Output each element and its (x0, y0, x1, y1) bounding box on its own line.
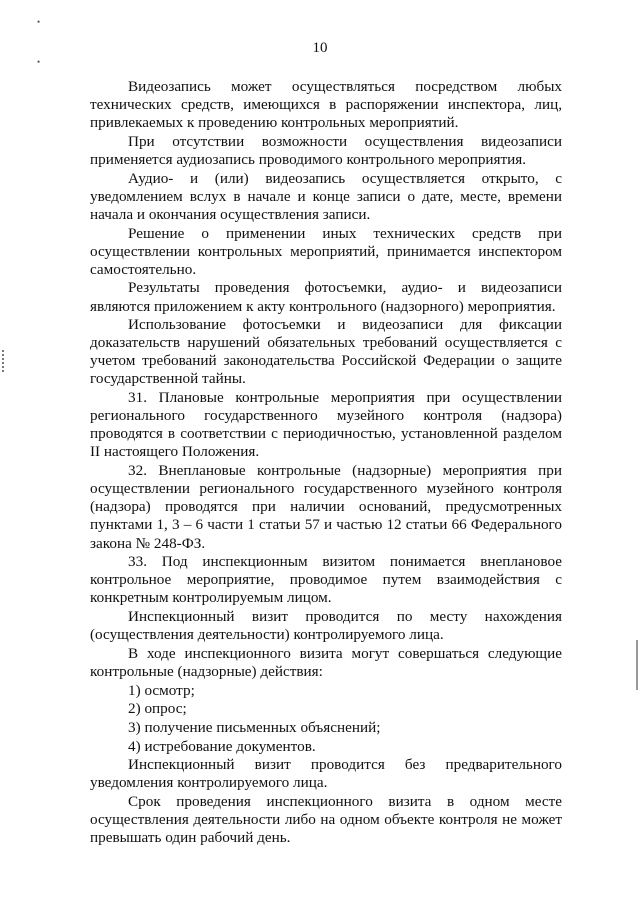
paragraph: Срок проведения инспекционного визита в одном месте осуществления деятельности либо на одном объекте контроля не может превышать один рабочий день. (90, 793, 562, 847)
paragraph: Аудио- и (или) видеозапись осуществляется открыто, с уведомлением вслух в начале и конце записи о дате, месте, времени начала и окончания осуществления записи. (90, 169, 562, 223)
paragraph: Видеозапись может осуществляться посредством любых технических средств, имеющихся в распоряжении инспектора, лиц, привлекаемых к проведению контрольных мероприятий. (90, 78, 562, 132)
list-item: 3) получение письменных объяснений; (128, 719, 381, 736)
list-item: 1) осмотр; (128, 681, 195, 699)
paragraph: Инспекционный визит проводится без предварительного уведомления контролируемого лица. (90, 756, 562, 792)
document-body (90, 78, 562, 848)
margin-mark: • (37, 57, 41, 67)
paragraph: В ходе инспекционного визита могут совершаться следующие контрольные (надзорные) действия: (90, 644, 562, 680)
paragraph: Инспекционный визит проводится по месту нахождения (осуществления деятельности) контролируемого лица. (90, 608, 562, 644)
page-number: 10 (312, 40, 328, 56)
margin-mark: • (37, 17, 41, 27)
paragraph: 31. Плановые контрольные мероприятия при осуществлении регионального государственного музейного контроля (надзора) проводятся в соответствии с периодичностью, установленной разделом II настоящего Положения. (90, 389, 562, 461)
paragraph: Результаты проведения фотосъемки, аудио- и видеозаписи являются приложением к акту контрольного (надзорного) мероприятия. (90, 279, 562, 315)
paragraph: Использование фотосъемки и видеозаписи для фиксации доказательств нарушений обязательных требований осуществляется с учетом требований законодательства Российской Федерации о защите государственной тайны. (90, 316, 562, 388)
paragraph: При отсутствии возможности осуществления видеозаписи применяется аудиозапись проводимого контрольного мероприятия. (90, 132, 562, 168)
scan-edge-mark (2, 350, 6, 372)
paragraph: 32. Внеплановые контрольные (надзорные) мероприятия при осуществлении регионального государственного музейного контроля (надзора) проводятся при наличии оснований, предусмотренных пунктами 1, 3 – 6 части 1 статьи 57 и частью 12 статьи 66 Федерального закона № 248-ФЗ. (90, 462, 562, 552)
list-item: 4) истребование документов. (128, 737, 316, 755)
scan-edge-mark (636, 640, 638, 690)
list-item: 2) опрос; (128, 700, 187, 718)
paragraph: 33. Под инспекционным визитом понимается внеплановое контрольное мероприятие, проводимое путем взаимодействия с конкретным контролируемым лицом. (90, 553, 562, 607)
paragraph: Решение о применении иных технических средств при осуществлении контрольных мероприятий, принимается инспектором самостоятельно. (90, 224, 562, 278)
